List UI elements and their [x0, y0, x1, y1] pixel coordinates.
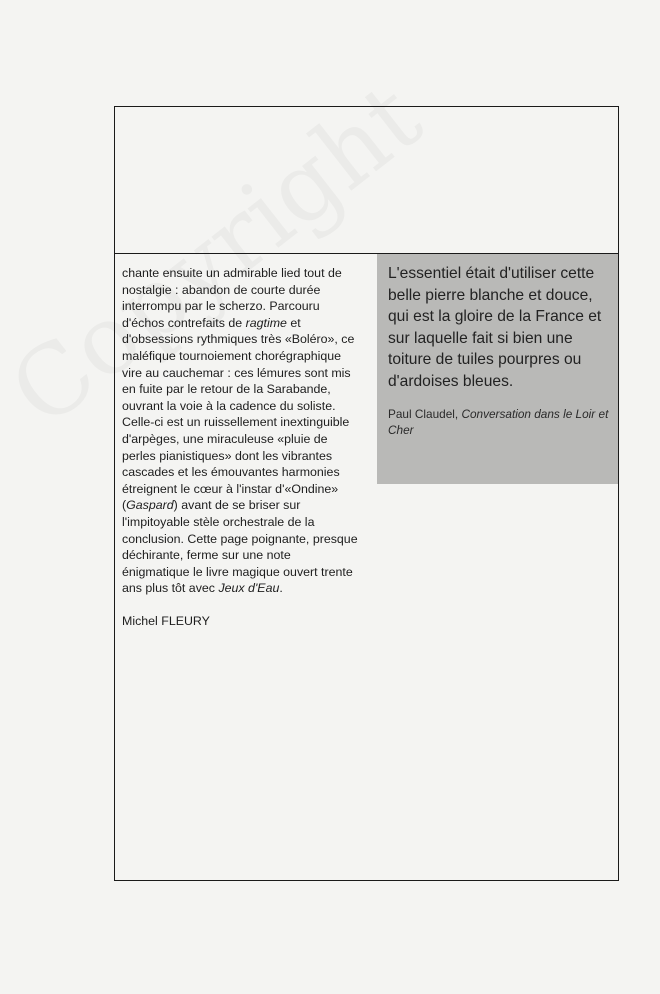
article-column [122, 265, 360, 629]
quote-source [388, 406, 610, 438]
italic-title: Jeux d'Eau [218, 581, 280, 596]
text-run: . [279, 581, 283, 596]
italic-title: ragtime [245, 315, 287, 330]
signature: Michel FLEURY [122, 613, 210, 628]
quote-work: Conversation dans le Loir et Cher [388, 407, 609, 437]
page-frame [114, 106, 619, 881]
blank-header-box [115, 107, 618, 254]
quote-text: L'essentiel était d'utiliser cette belle pierre blanche et douce, qui est la gloire de la France et sur laquelle fait si bien une toiture de tuiles pourpres ou d'ardoises bleues. [388, 265, 602, 390]
italic-title: Gaspard [126, 498, 174, 513]
quote-author: Paul Claudel, [388, 407, 462, 421]
article-text [122, 265, 360, 597]
text-run: ) avant de se briser sur l'impitoyable stèle orchestrale de la conclusion. Cette page poignante, presque déchirante, ferme sur une note énigmatique le livre magique ouvert trente ans plus tôt avec [122, 498, 358, 596]
quote-box [377, 254, 618, 484]
text-run: chante ensuite un admirable lied tout de nostalgie : abandon de courte durée interrompu par le scherzo. Parcouru d'échos contrefaits de [122, 266, 342, 330]
text-run: et d'obsessions rythmiques très «Boléro», ce maléfique tournoiement chorégraphique vire au cauchemar : ces lémures sont mis en fuite par le retour de la Sarabande, ouvrant la voie à la cadence du soliste. Celle-ci est un ruissellement inextinguible d'arpèges, une miraculeuse «pluie de perles pianistiques» dont les vibrantes cascades et les émouvantes harmonies étreignent le cœur à l'instar d'«Ondine» ( [122, 315, 355, 513]
